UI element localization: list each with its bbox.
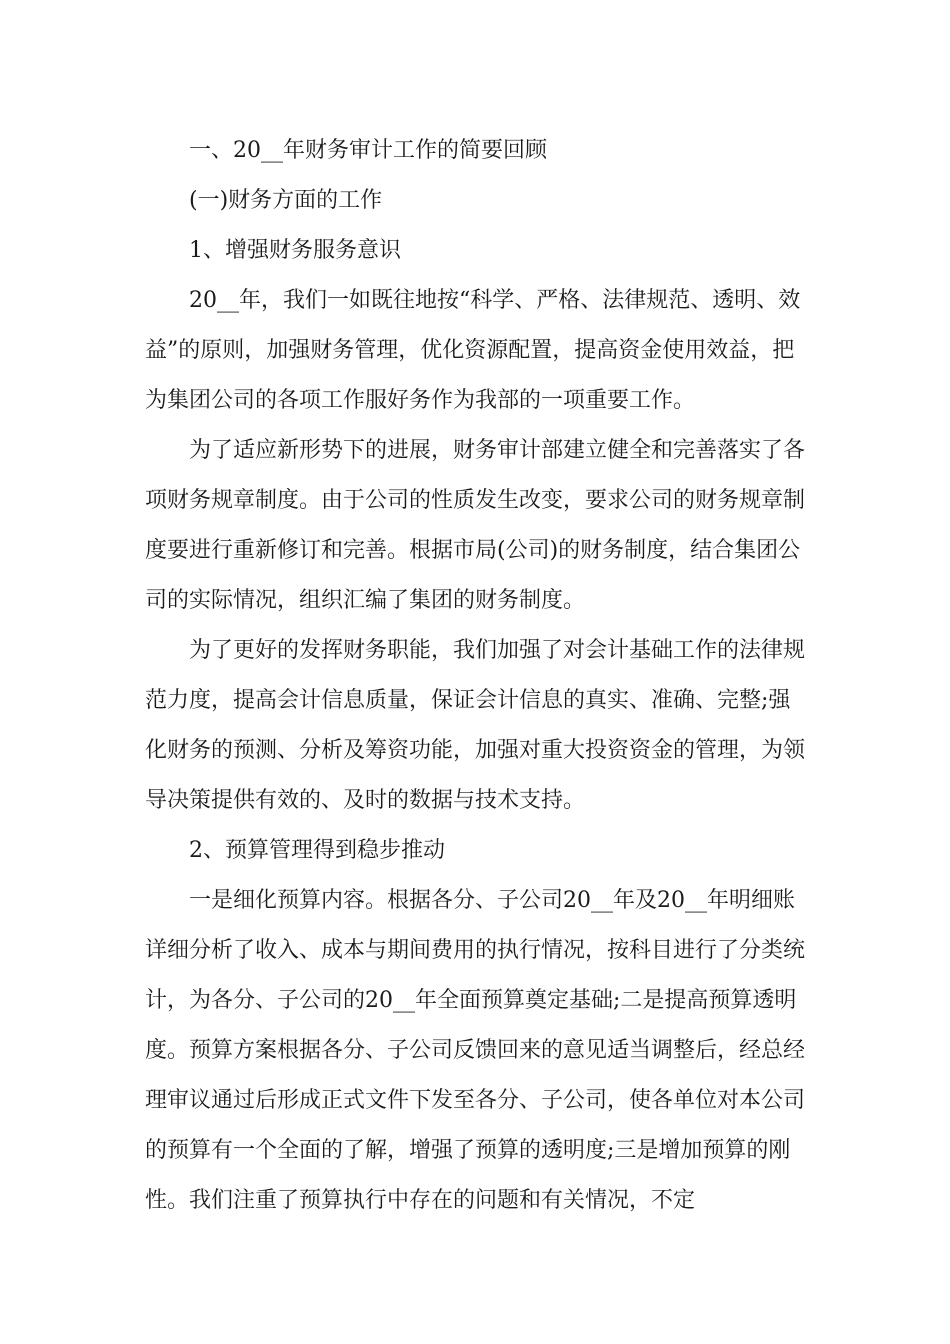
section-1-title: 1、增强财务服务意识 (189, 238, 401, 263)
heading-1: 一、20__年财务审计工作的简要回顾 (189, 138, 547, 163)
paragraph: 为了更好的发挥财务职能，我们加强了对会计基础工作的法律规范力度，提高会计信息质量，保证会计信息的真实、准确、完整;强化财务的预测、分析及筹资功能，加强对重大投资资金的管理，为领导决策提供有效的、及时的数据与技术支持。 (145, 638, 806, 813)
paragraph: 20__年，我们一如既往地按“科学、严格、法律规范、透明、效益”的原则，加强财务管理，优化资源配置，提高资金使用效益，把为集团公司的各项工作服好务作为我部的一项重要工作。 (145, 288, 801, 413)
heading-1-1: (一)财务方面的工作 (189, 188, 383, 213)
section-2-title: 2、预算管理得到稳步推动 (189, 838, 445, 863)
paragraph: 为了适应新形势下的进展，财务审计部建立健全和完善落实了各项财务规章制度。由于公司的性质发生改变，要求公司的财务规章制度要进行重新修订和完善。根据市局(公司)的财务制度，结合集团公司的实际情况，组织汇编了集团的财务制度。 (145, 438, 806, 613)
paragraph: 一是细化预算内容。根据各分、子公司20__年及20__年明细账详细分析了收入、成本与期间费用的执行情况，按科目进行了分类统计，为各分、子公司的20__年全面预算奠定基础;二是提高预算透明度。预算方案根据各分、子公司反馈回来的意见适当调整后，经总经理审议通过后形成正式文件下发至各分、子公司，使各单位对本公司的预算有一个全面的了解，增强了预算的透明度;三是增加预算的刚性。我们注重了预算执行中存在的问题和有关情况，不定 (145, 888, 806, 1213)
document-body (145, 126, 810, 1226)
